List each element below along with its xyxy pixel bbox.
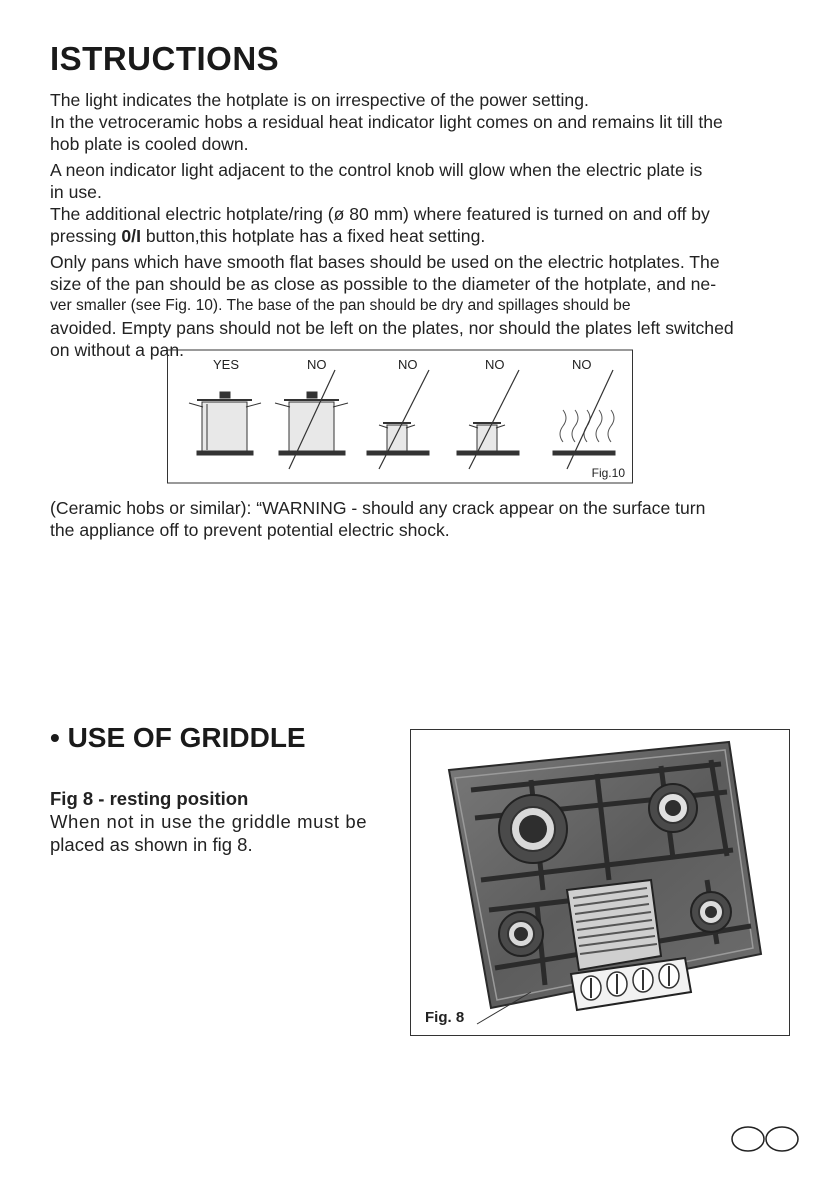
griddle-paragraph bbox=[50, 810, 400, 856]
text-line: placed as shown in fig 8. bbox=[50, 834, 253, 855]
burner-front-right-icon bbox=[691, 892, 731, 932]
fig10-label-no: NO bbox=[572, 357, 592, 372]
text-line: the appliance off to prevent potential electric shock. bbox=[50, 520, 450, 540]
text-line: When not in use the griddle must be bbox=[50, 811, 368, 832]
text-line: A neon indicator light adjacent to the control knob will glow when the electric plate is bbox=[50, 160, 703, 180]
pan-correct-icon bbox=[189, 392, 261, 455]
figure-10 bbox=[167, 347, 633, 489]
burner-front-left-icon bbox=[499, 912, 543, 956]
text-line: in use. bbox=[50, 182, 102, 202]
fig10-label-no: NO bbox=[485, 357, 505, 372]
paragraph-neon-indicator bbox=[50, 159, 793, 247]
paragraph-indicator-light bbox=[50, 89, 793, 155]
figure-8 bbox=[410, 729, 790, 1036]
text-line bbox=[50, 225, 793, 247]
pan-too-small-icon bbox=[367, 370, 429, 469]
text-line: In the vetroceramic hobs a residual heat indicator light comes on and remains lit till the bbox=[50, 112, 723, 132]
pan-too-large-icon bbox=[275, 370, 348, 469]
text-line: avoided. Empty pans should not be left on the plates, nor should the plates left switched bbox=[50, 318, 734, 338]
section-title-griddle: • USE OF GRIDDLE bbox=[50, 722, 306, 753]
fig10-label-no: NO bbox=[307, 357, 327, 372]
no-pan-heat-icon bbox=[553, 370, 615, 469]
figure-10-caption: Fig.10 bbox=[591, 466, 625, 480]
burner-rear-left-icon bbox=[499, 795, 567, 863]
hob-illustration bbox=[411, 730, 789, 1035]
text-line: hob plate is cooled down. bbox=[50, 134, 249, 154]
griddle-icon bbox=[567, 880, 661, 970]
fig10-label-no: NO bbox=[398, 357, 418, 372]
text-line: The additional electric hotplate/ring (ø 80 mm) where featured is turned on and off by bbox=[50, 204, 710, 224]
page-title: ISTRUCTIONS bbox=[50, 40, 280, 77]
pan-uneven-base-icon bbox=[457, 370, 519, 469]
text-segment: pressing bbox=[50, 226, 122, 246]
burner-rear-right-icon bbox=[649, 784, 697, 832]
paragraph-pans bbox=[50, 251, 793, 361]
text-line: size of the pan should be as close as possible to the diameter of the hotplate, and ne- bbox=[50, 274, 717, 294]
text-line: The light indicates the hotplate is on irrespective of the power setting. bbox=[50, 90, 589, 110]
text-line: (Ceramic hobs or similar): “WARNING - should any crack appear on the surface turn bbox=[50, 498, 706, 518]
warning-paragraph bbox=[50, 497, 793, 541]
language-badge-icon bbox=[730, 1125, 800, 1153]
text-line: on without a pan. bbox=[50, 340, 185, 360]
text-line: Only pans which have smooth flat bases should be used on the electric hotplates. The bbox=[50, 252, 720, 272]
fig10-label-yes: YES bbox=[213, 357, 240, 372]
text-line: ver smaller (see Fig. 10). The base of the pan should be dry and spillages should be bbox=[50, 297, 631, 314]
subheading-resting-position: Fig 8 - resting position bbox=[50, 788, 249, 809]
text-segment: button,this hotplate has a fixed heat setting. bbox=[140, 226, 486, 246]
figure-8-caption: Fig. 8 bbox=[425, 1009, 465, 1026]
button-label-0-1: 0/I bbox=[121, 226, 141, 246]
